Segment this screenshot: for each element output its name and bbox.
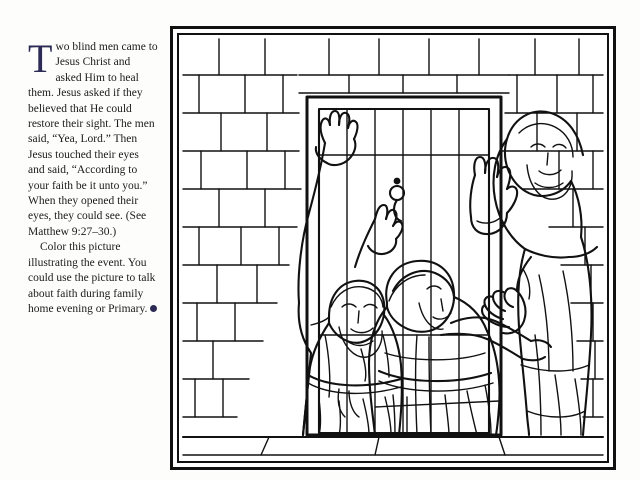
page-bottom-margin [0, 472, 640, 480]
end-mark-icon [150, 305, 157, 312]
article-paragraph-2 [28, 240, 158, 317]
article-paragraph-1-text: wo blind men came to Jesus Christ and asked Him to heal them. Jesus asked if they believed that He could restore their sight. The men said, “Yea, Lord.” Then Jesus touched their eyes and said, “According to your faith be it unto you.” When they opened their eyes, they could see. (See Matthew 9:27–30.) [28, 41, 158, 238]
drop-cap: T [28, 36, 53, 81]
figure-blind-man-left [298, 111, 402, 435]
illustration [170, 26, 616, 470]
illustration-line-art [179, 35, 607, 461]
article-paragraph-2-text: Color this picture illustrating the event. You could use the picture to talk about faith during family home evening or Primary. [28, 241, 156, 315]
article-text-column [28, 36, 158, 317]
article-paragraph-1 [28, 36, 158, 240]
figure-kneeling-center [369, 261, 551, 435]
